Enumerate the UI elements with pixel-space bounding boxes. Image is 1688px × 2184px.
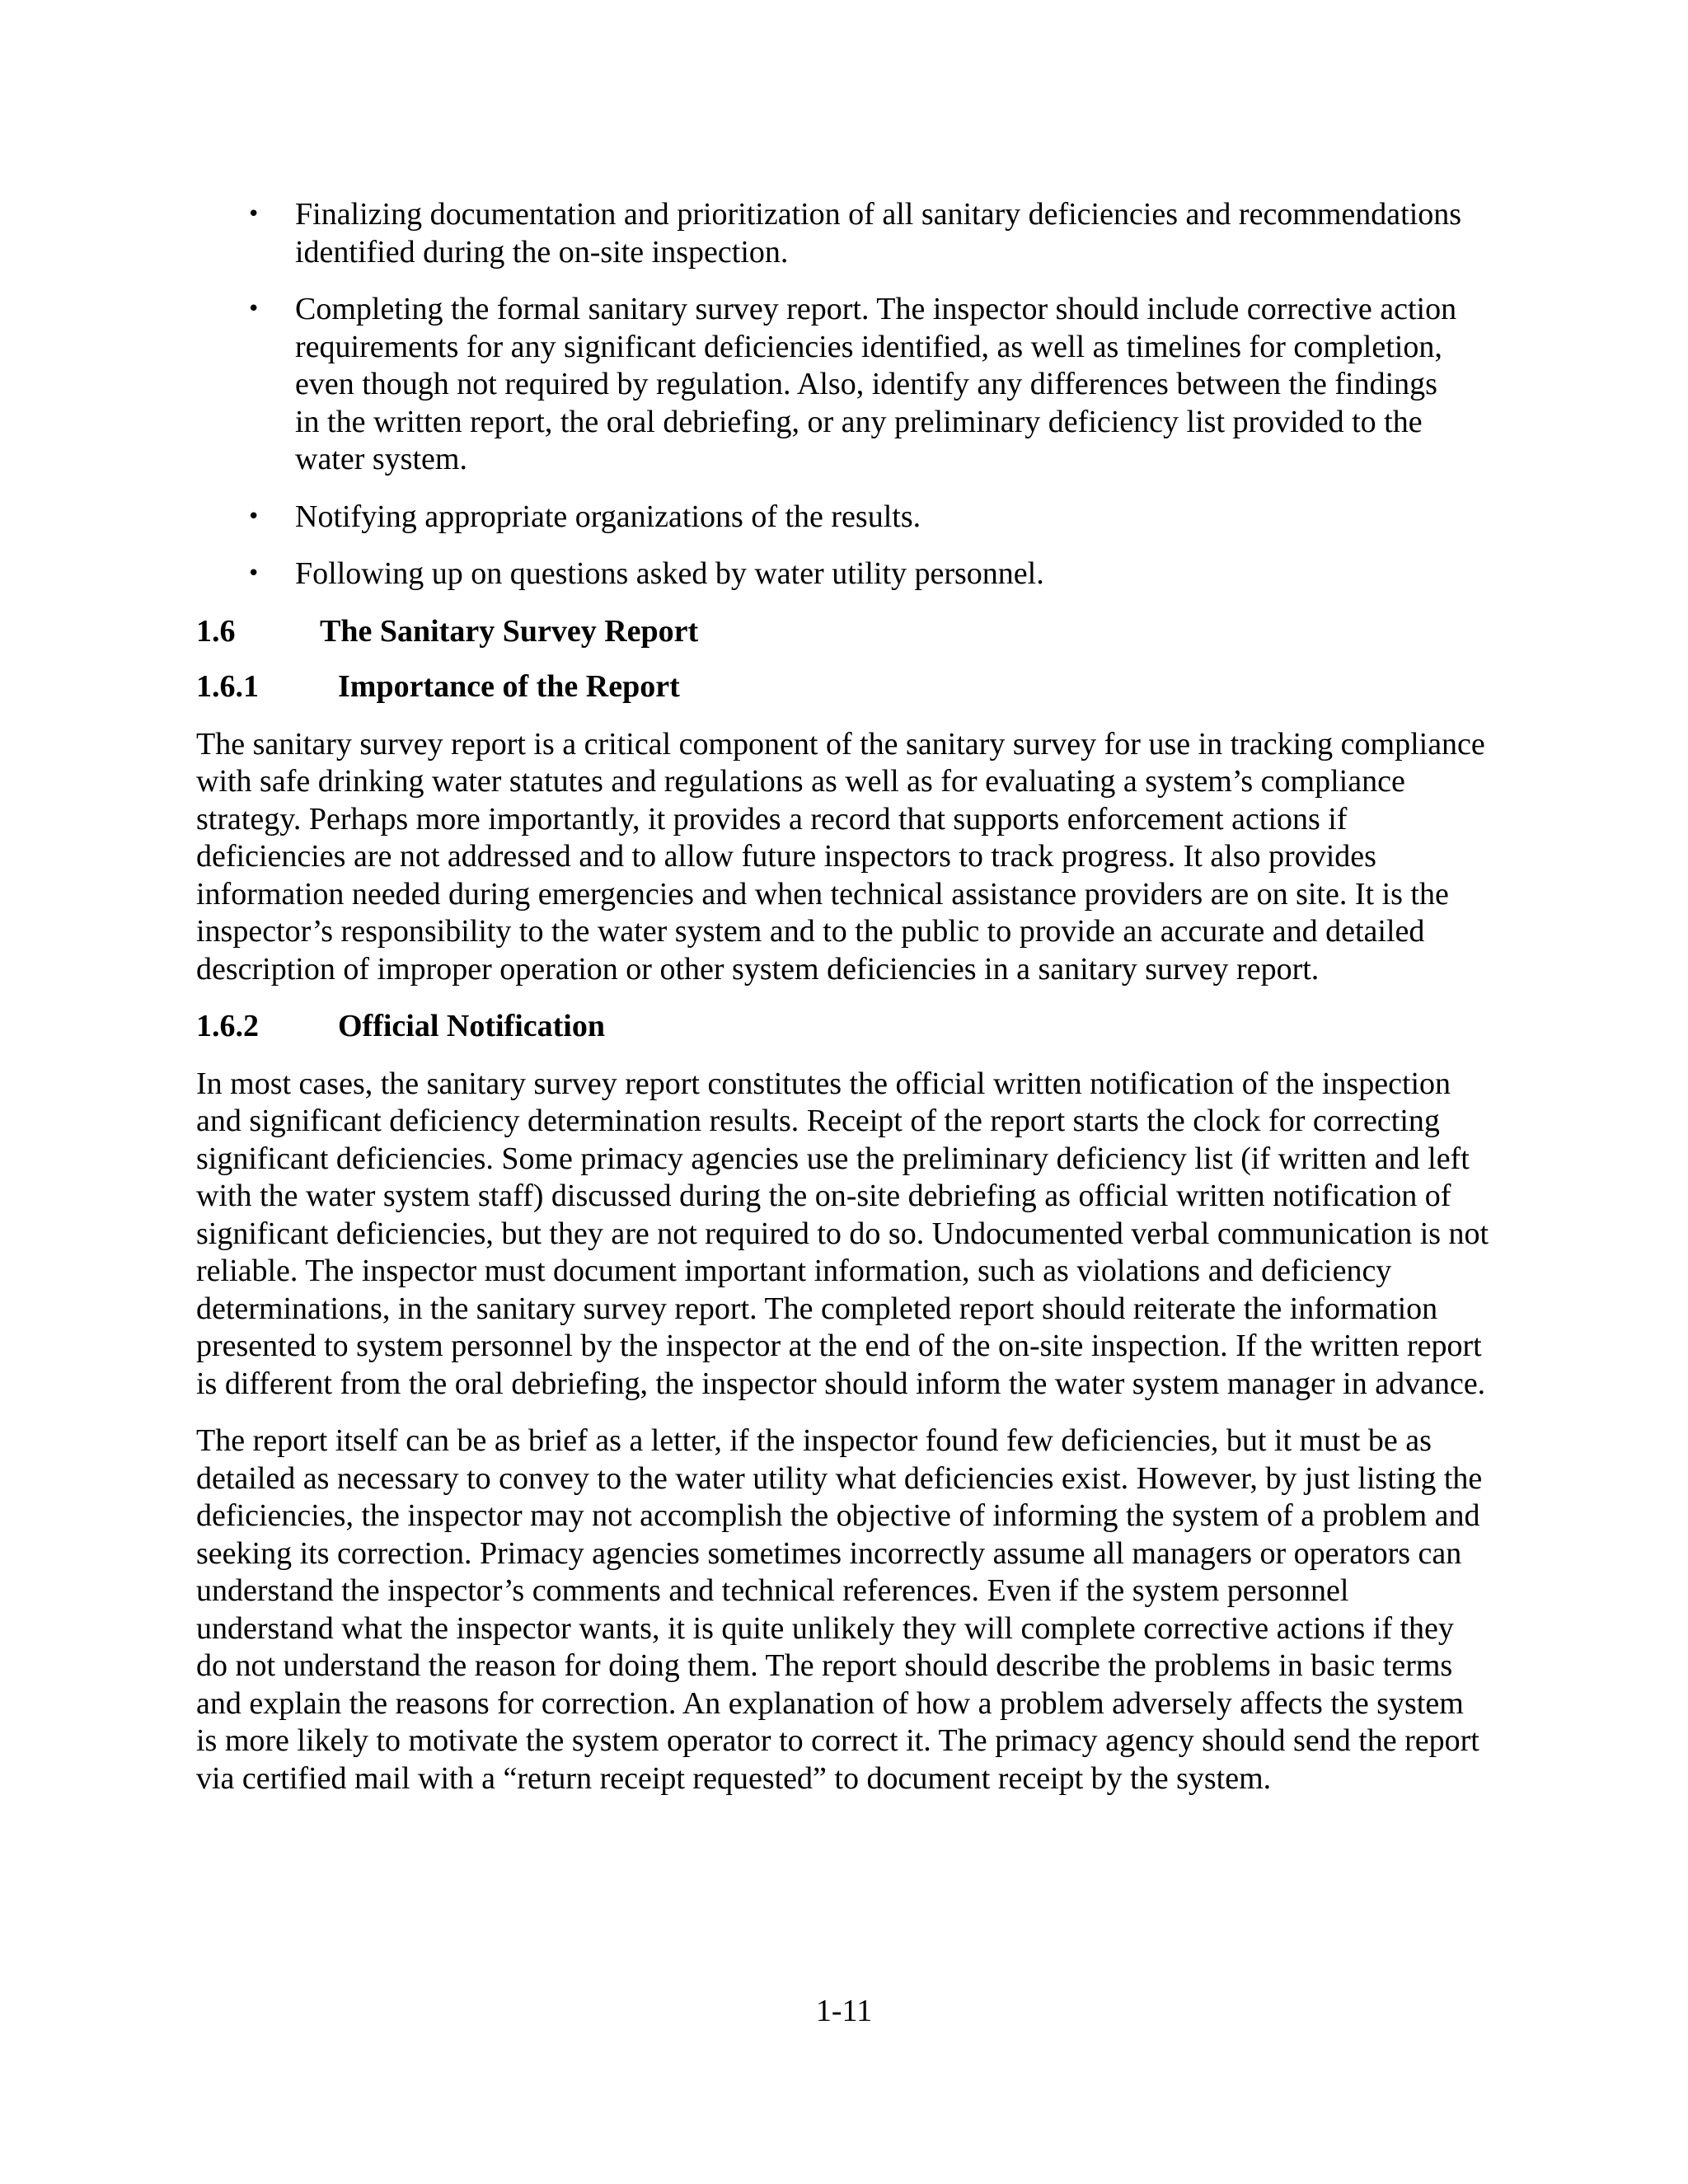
page-number: 1-11 bbox=[815, 1994, 873, 2028]
bullet-icon: • bbox=[247, 561, 260, 586]
page-content bbox=[196, 196, 1492, 1817]
importance-paragraph: The sanitary survey report is a critical component of the sanitary survey for use in tracking compliance with safe drinking water statutes and regulations as well as for evaluating a system’s compliance strategy. Perhaps more importantly, it provides a record that supports enforcement actions if deficiencies are not addressed and to allow future inspectors to track progress. It also provides information needed during emergencies and when technical assistance providers are on site. It is the inspector’s responsibility to the water system and to the public to provide an accurate and detailed description of improper operation or other system deficiencies in a sanitary survey report. bbox=[196, 726, 1485, 987]
bullet-icon: • bbox=[247, 202, 260, 227]
list-item bbox=[196, 555, 1465, 593]
notification-paragraph-1: In most cases, the sanitary survey report constitutes the official written notification of the inspection and significant deficiency determination results. Receipt of the report starts the clock for correcting significant deficiencies. Some primacy agencies use the preliminary deficiency list (if written and left with the water system staff) discussed during the on-site debriefing as official written notification of significant deficiencies, but they are not required to do so. Undocumented verbal communication is not reliable. The inspector must document important information, such as violations and deficiency determinations, in the sanitary survey report. The completed report should reiterate the information presented to system personnel by the inspector at the end of the on-site inspection. If the written report is different from the oral debriefing, the inspector should inform the water system manager in advance. bbox=[196, 1066, 1489, 1401]
bullet-icon: • bbox=[247, 504, 260, 529]
list-item bbox=[196, 196, 1465, 271]
list-item-text: Notifying appropriate organizations of the results. bbox=[295, 499, 921, 534]
subsection-heading-importance bbox=[196, 668, 1492, 706]
list-item-text: Completing the formal sanitary survey report. The inspector should include corrective action requirements for any significant deficiencies identified, as well as timelines for completion, even though not required by regulation. Also, identify any differences between the findings in the written report, the oral debriefing, or any preliminary deficiency list provided to the water system. bbox=[295, 292, 1457, 476]
list-item-text: Finalizing documentation and prioritization of all sanitary deficiencies and recommendations identified during the on-site inspection. bbox=[295, 197, 1462, 269]
list-item bbox=[196, 291, 1465, 479]
subsection-number: 1.6.2 bbox=[196, 1009, 259, 1043]
list-item bbox=[196, 499, 1465, 537]
section-number: 1.6 bbox=[196, 613, 236, 649]
notification-paragraph-2: The report itself can be as brief as a letter, if the inspector found few deficiencies, but it must be as detailed as necessary to convey to the water utility what deficiencies exist. However, by just listing the deficiencies, the inspector may not accomplish the objective of informing the system of a problem and seeking its correction. Primacy agencies sometimes incorrectly assume all managers or operators can understand the inspector’s comments and technical references. Even if the system personnel understand what the inspector wants, it is quite unlikely they will complete corrective actions if they do not understand the reason for doing them. The report should describe the problems in basic terms and explain the reasons for correction. An explanation of how a problem adversely affects the system is more likely to motivate the system operator to correct it. The primacy agency should send the report via certified mail with a “return receipt requested” to document receipt by the system. bbox=[196, 1423, 1483, 1796]
section-title: The Sanitary Survey Report bbox=[320, 613, 699, 649]
subsection-title: Official Notification bbox=[338, 1009, 605, 1043]
bullet-icon: • bbox=[247, 297, 260, 321]
subsection-number: 1.6.1 bbox=[196, 669, 259, 704]
section-heading bbox=[196, 613, 1492, 651]
subsection-heading-notification bbox=[196, 1008, 1492, 1046]
list-item-text: Following up on questions asked by water utility personnel. bbox=[295, 556, 1044, 591]
subsection-title: Importance of the Report bbox=[338, 669, 680, 704]
task-bullet-list bbox=[196, 196, 1492, 593]
